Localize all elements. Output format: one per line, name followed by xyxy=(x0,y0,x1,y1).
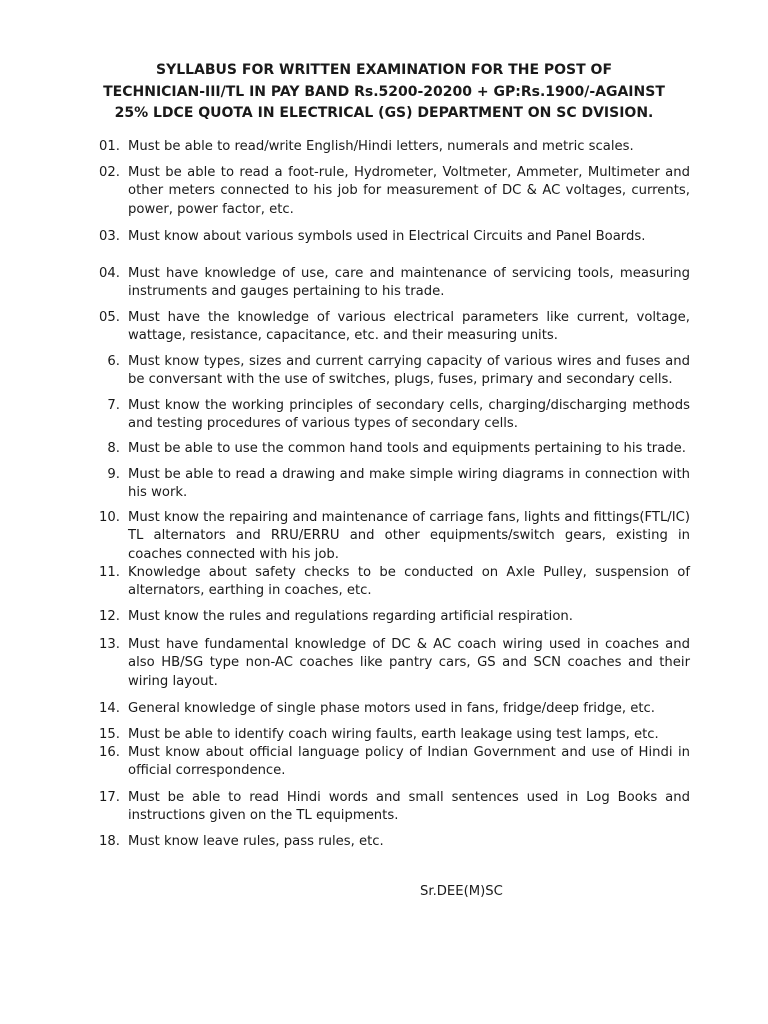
item-text: Must know about various symbols used in Electrical Circuits and Panel Boards. xyxy=(128,229,646,244)
item-number: 05. xyxy=(99,310,120,325)
item-number: 8. xyxy=(107,441,120,456)
list-item xyxy=(86,440,690,458)
item-number: 01. xyxy=(99,139,120,154)
item-number: 18. xyxy=(99,834,120,849)
list-item xyxy=(86,726,690,744)
item-number: 14. xyxy=(99,701,120,716)
item-number: 7. xyxy=(107,398,120,413)
item-text: Must be able to identify coach wiring faults, earth leakage using test lamps, etc. xyxy=(128,727,659,742)
list-item xyxy=(86,833,690,851)
item-text: Must know leave rules, pass rules, etc. xyxy=(128,834,384,849)
item-number: 17. xyxy=(99,790,120,805)
item-number: 6. xyxy=(107,354,120,369)
list-item xyxy=(86,608,690,626)
document-title xyxy=(60,60,708,125)
title-line-1: SYLLABUS FOR WRITTEN EXAMINATION FOR THE POST OF xyxy=(155,62,613,78)
signature-designation: Sr.DEE(M)SC xyxy=(420,884,503,899)
item-number: 12. xyxy=(99,609,120,624)
item-number: 13. xyxy=(99,637,120,652)
item-text: Must be able to read a foot-rule, Hydrometer, Voltmeter, Ammeter, Multimeter and other meters connected to his job for measurement of DC & AC voltages, currents, power, power factor, etc. xyxy=(128,165,690,217)
item-text: Must know the rules and regulations regarding artificial respiration. xyxy=(128,609,573,624)
item-number: 02. xyxy=(99,165,120,180)
item-text: Must know the repairing and maintenance of carriage fans, lights and fittings(FTL/IC) TL alternators and RRU/ERRU and other equipments/switch gears, existing in coaches connected with his job. xyxy=(128,510,690,562)
item-text: Must be able to use the common hand tools and equipments pertaining to his trade. xyxy=(128,441,686,456)
list-item xyxy=(86,789,690,826)
item-number: 9. xyxy=(107,467,120,482)
list-item xyxy=(86,700,690,718)
item-text: Must know types, sizes and current carrying capacity of various wires and fuses and be conversant with the use of switches, plugs, fuses, primary and secondary cells. xyxy=(128,354,690,388)
item-text: Must have fundamental knowledge of DC & AC coach wiring used in coaches and also HB/SG type non-AC coaches like pantry cars, GS and SCN coaches and their wiring layout. xyxy=(128,637,690,689)
list-item xyxy=(86,228,690,246)
item-number: 04. xyxy=(99,266,120,281)
item-number: 15. xyxy=(99,727,120,742)
list-item xyxy=(86,744,690,781)
item-text: Must have the knowledge of various electrical parameters like current, voltage, wattage, resistance, capacitance, etc. and their measuring units. xyxy=(128,310,690,344)
list-item xyxy=(86,564,690,601)
item-number: 16. xyxy=(99,745,120,760)
item-text: Must be able to read Hindi words and small sentences used in Log Books and instructions given on the TL equipments. xyxy=(128,790,690,824)
item-text: General knowledge of single phase motors used in fans, fridge/deep fridge, etc. xyxy=(128,701,655,716)
list-item xyxy=(86,636,690,691)
list-item xyxy=(86,164,690,219)
list-item xyxy=(86,138,690,156)
list-item xyxy=(86,466,690,503)
list-item xyxy=(86,309,690,346)
list-item xyxy=(86,265,690,302)
item-number: 03. xyxy=(99,229,120,244)
list-item xyxy=(86,397,690,434)
item-text: Must be able to read/write English/Hindi letters, numerals and metric scales. xyxy=(128,139,634,154)
item-number: 10. xyxy=(99,510,120,525)
list-item xyxy=(86,509,690,564)
item-text: Must be able to read a drawing and make simple wiring diagrams in connection with his work. xyxy=(128,467,690,501)
list-item xyxy=(86,353,690,390)
title-line-2: TECHNICIAN-III/TL IN PAY BAND Rs.5200-20200 + GP:Rs.1900/-AGAINST xyxy=(103,83,665,100)
item-number: 11. xyxy=(99,565,120,580)
item-text: Must have knowledge of use, care and maintenance of servicing tools, measuring instruments and gauges pertaining to his trade. xyxy=(128,266,690,300)
item-text: Must know about official language policy of Indian Government and use of Hindi in official correspondence. xyxy=(128,745,690,779)
item-text: Knowledge about safety checks to be conducted on Axle Pulley, suspension of alternators, earthing in coaches, etc. xyxy=(128,565,690,599)
item-text: Must know the working principles of secondary cells, charging/discharging methods and testing procedures of various types of secondary cells. xyxy=(128,398,690,432)
title-line-3: 25% LDCE QUOTA IN ELECTRICAL (GS) DEPARTMENT ON SC DVISION. xyxy=(114,105,654,121)
